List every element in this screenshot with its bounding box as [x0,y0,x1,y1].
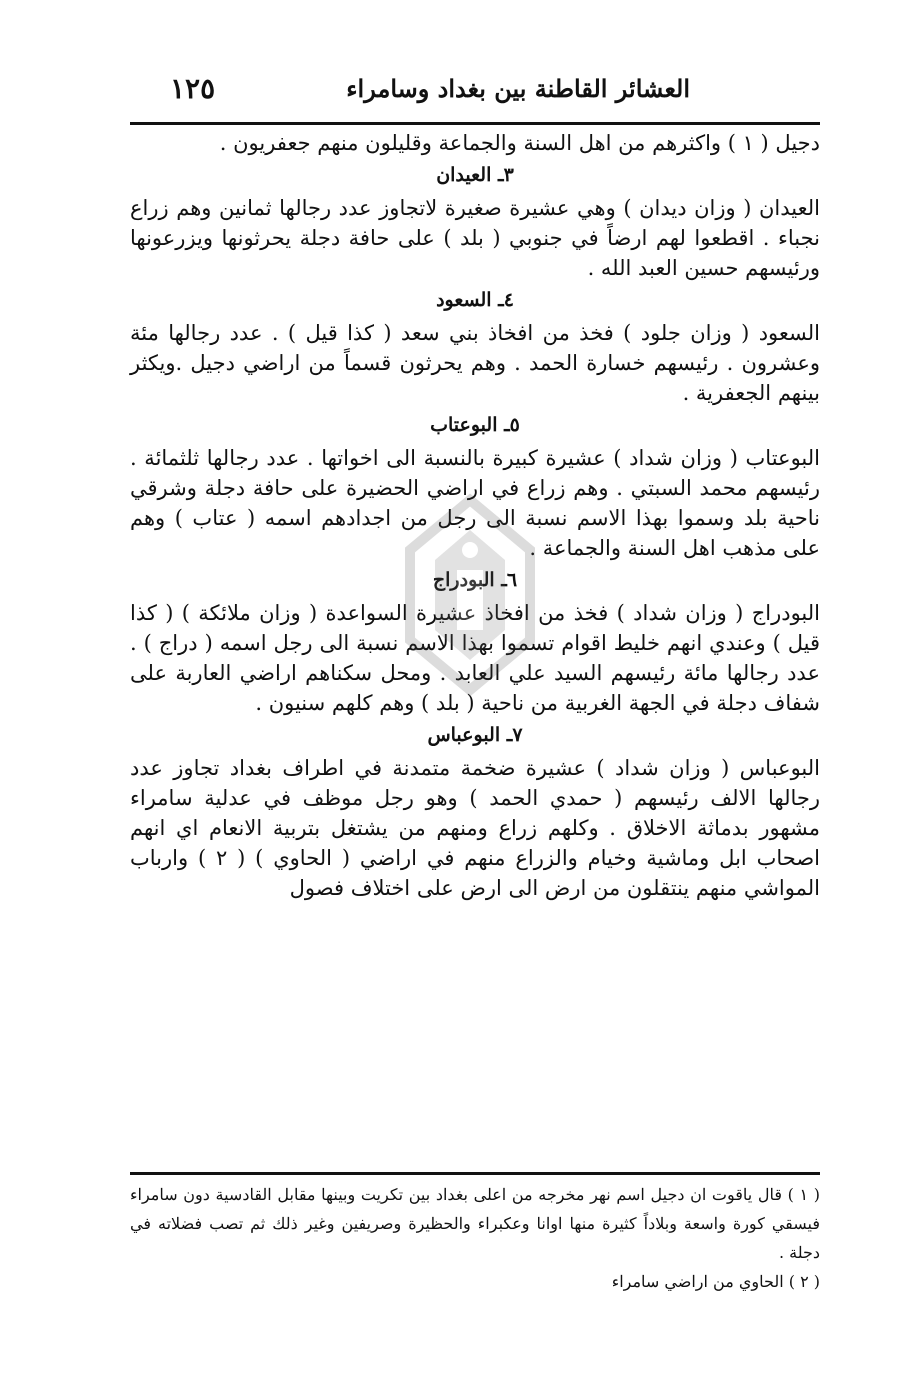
footnote-rule [130,1172,820,1175]
page-number: ١٢٥ [170,71,216,105]
running-title: العشائر القاطنة بين بغداد وسامراء [346,73,690,103]
paragraph-3: العيدان ( وزان ديدان ) وهي عشيرة صغيرة لاتجاوز عدد رجالها ثمانين وهم زراع نجباء . اقطعوا لهم ارضاً في جنوبي ( بلد ) على حافة دجلة يحرثونها ويزرعونها ورئيسهم حسين العبد الله . [130,196,820,280]
paragraph-4: السعود ( وزان جلود ) فخذ من افخاذ بني سعد ( كذا قيل ) . عدد رجالها مئة وعشرون . رئيسهم خسارة الحمد . وهم يحرثون قسماً من اراضي دجيل .ويكثر بينهم الجعفرية . [130,321,820,405]
footnote-2: ( ٢ ) الحاوي من اراضي سامراء [611,1272,820,1291]
section-heading-4: ٤ـ السعود [436,289,514,311]
footnote-1: ( ١ ) قال ياقوت ان دجيل اسم نهر مخرجه من اعلى بغداد بين تكريت وبينها مقابل القادسية دون سامراء فيسقي كورة واسعة وبلاداً كثيرة منها اوانا وعكبراء والحظيرة وصريفين وغير ذلك ثم تصب فضلاته في دجلة . [130,1185,820,1262]
paragraph-7: البوعباس ( وزان شداد ) عشيرة ضخمة متمدنة في اطراف بغداد تجاوز عدد رجالها الالف رئيسهم ( حمدي الحمد ) وهو رجل موظف في عدلية سامراء مشهور بدماثة الاخلاق . وكلهم زراع ومنهم من يشتغل بتربية الانعام اي انهم اصحاب ابل وماشية وخيام والزراع منهم في اراضي ( الحاوي ) ( ٢ ) وارباب المواشي منهم ينتقلون من ارض الى ارض على اختلاف فصول [130,756,820,900]
paragraph-5: البوعتاب ( وزان شداد ) عشيرة كبيرة بالنسبة الى اخواتها . عدد رجالها ثلثمائة . رئيسهم محمد السبتي . وهم زراع في اراضي الحضيرة على حافة دجلة وشرقي ناحية بلد وسموا بهذا الاسم نسبة الى رجل من اجدادهم اسمه ( عتاب ) وهم على مذهب اهل السنة والجماعة . [130,446,820,560]
section-heading-3: ٣ـ العيدان [436,164,514,186]
page-header [170,68,690,108]
paragraph-continued: دجيل ( ١ ) واكثرهم من اهل السنة والجماعة وقليلون منهم جعفريون . [219,131,820,155]
section-heading-7: ٧ـ البوعباس [427,724,523,746]
main-text [130,128,820,903]
section-heading-5: ٥ـ البوعتاب [430,414,520,436]
paragraph-6: البودراج ( وزان شداد ) فخذ من افخاذ عشيرة السواعدة ( وزان ملائكة ) ( كذا قيل ) وعندي انهم خليط اقوام تسموا بهذا الاسم نسبة الى رجل اسمه ( دراج ) . عدد رجالها مائة رئيسهم السيد علي العابد . ومحل سكناهم اراضي العاربة على شفاف دجلة في الجهة الغربية من ناحية ( بلد ) وهم كلهم سنيون . [130,601,820,715]
footnotes [130,1180,820,1296]
header-rule [130,122,820,125]
section-heading-6: ٦ـ البودراج [432,569,518,591]
